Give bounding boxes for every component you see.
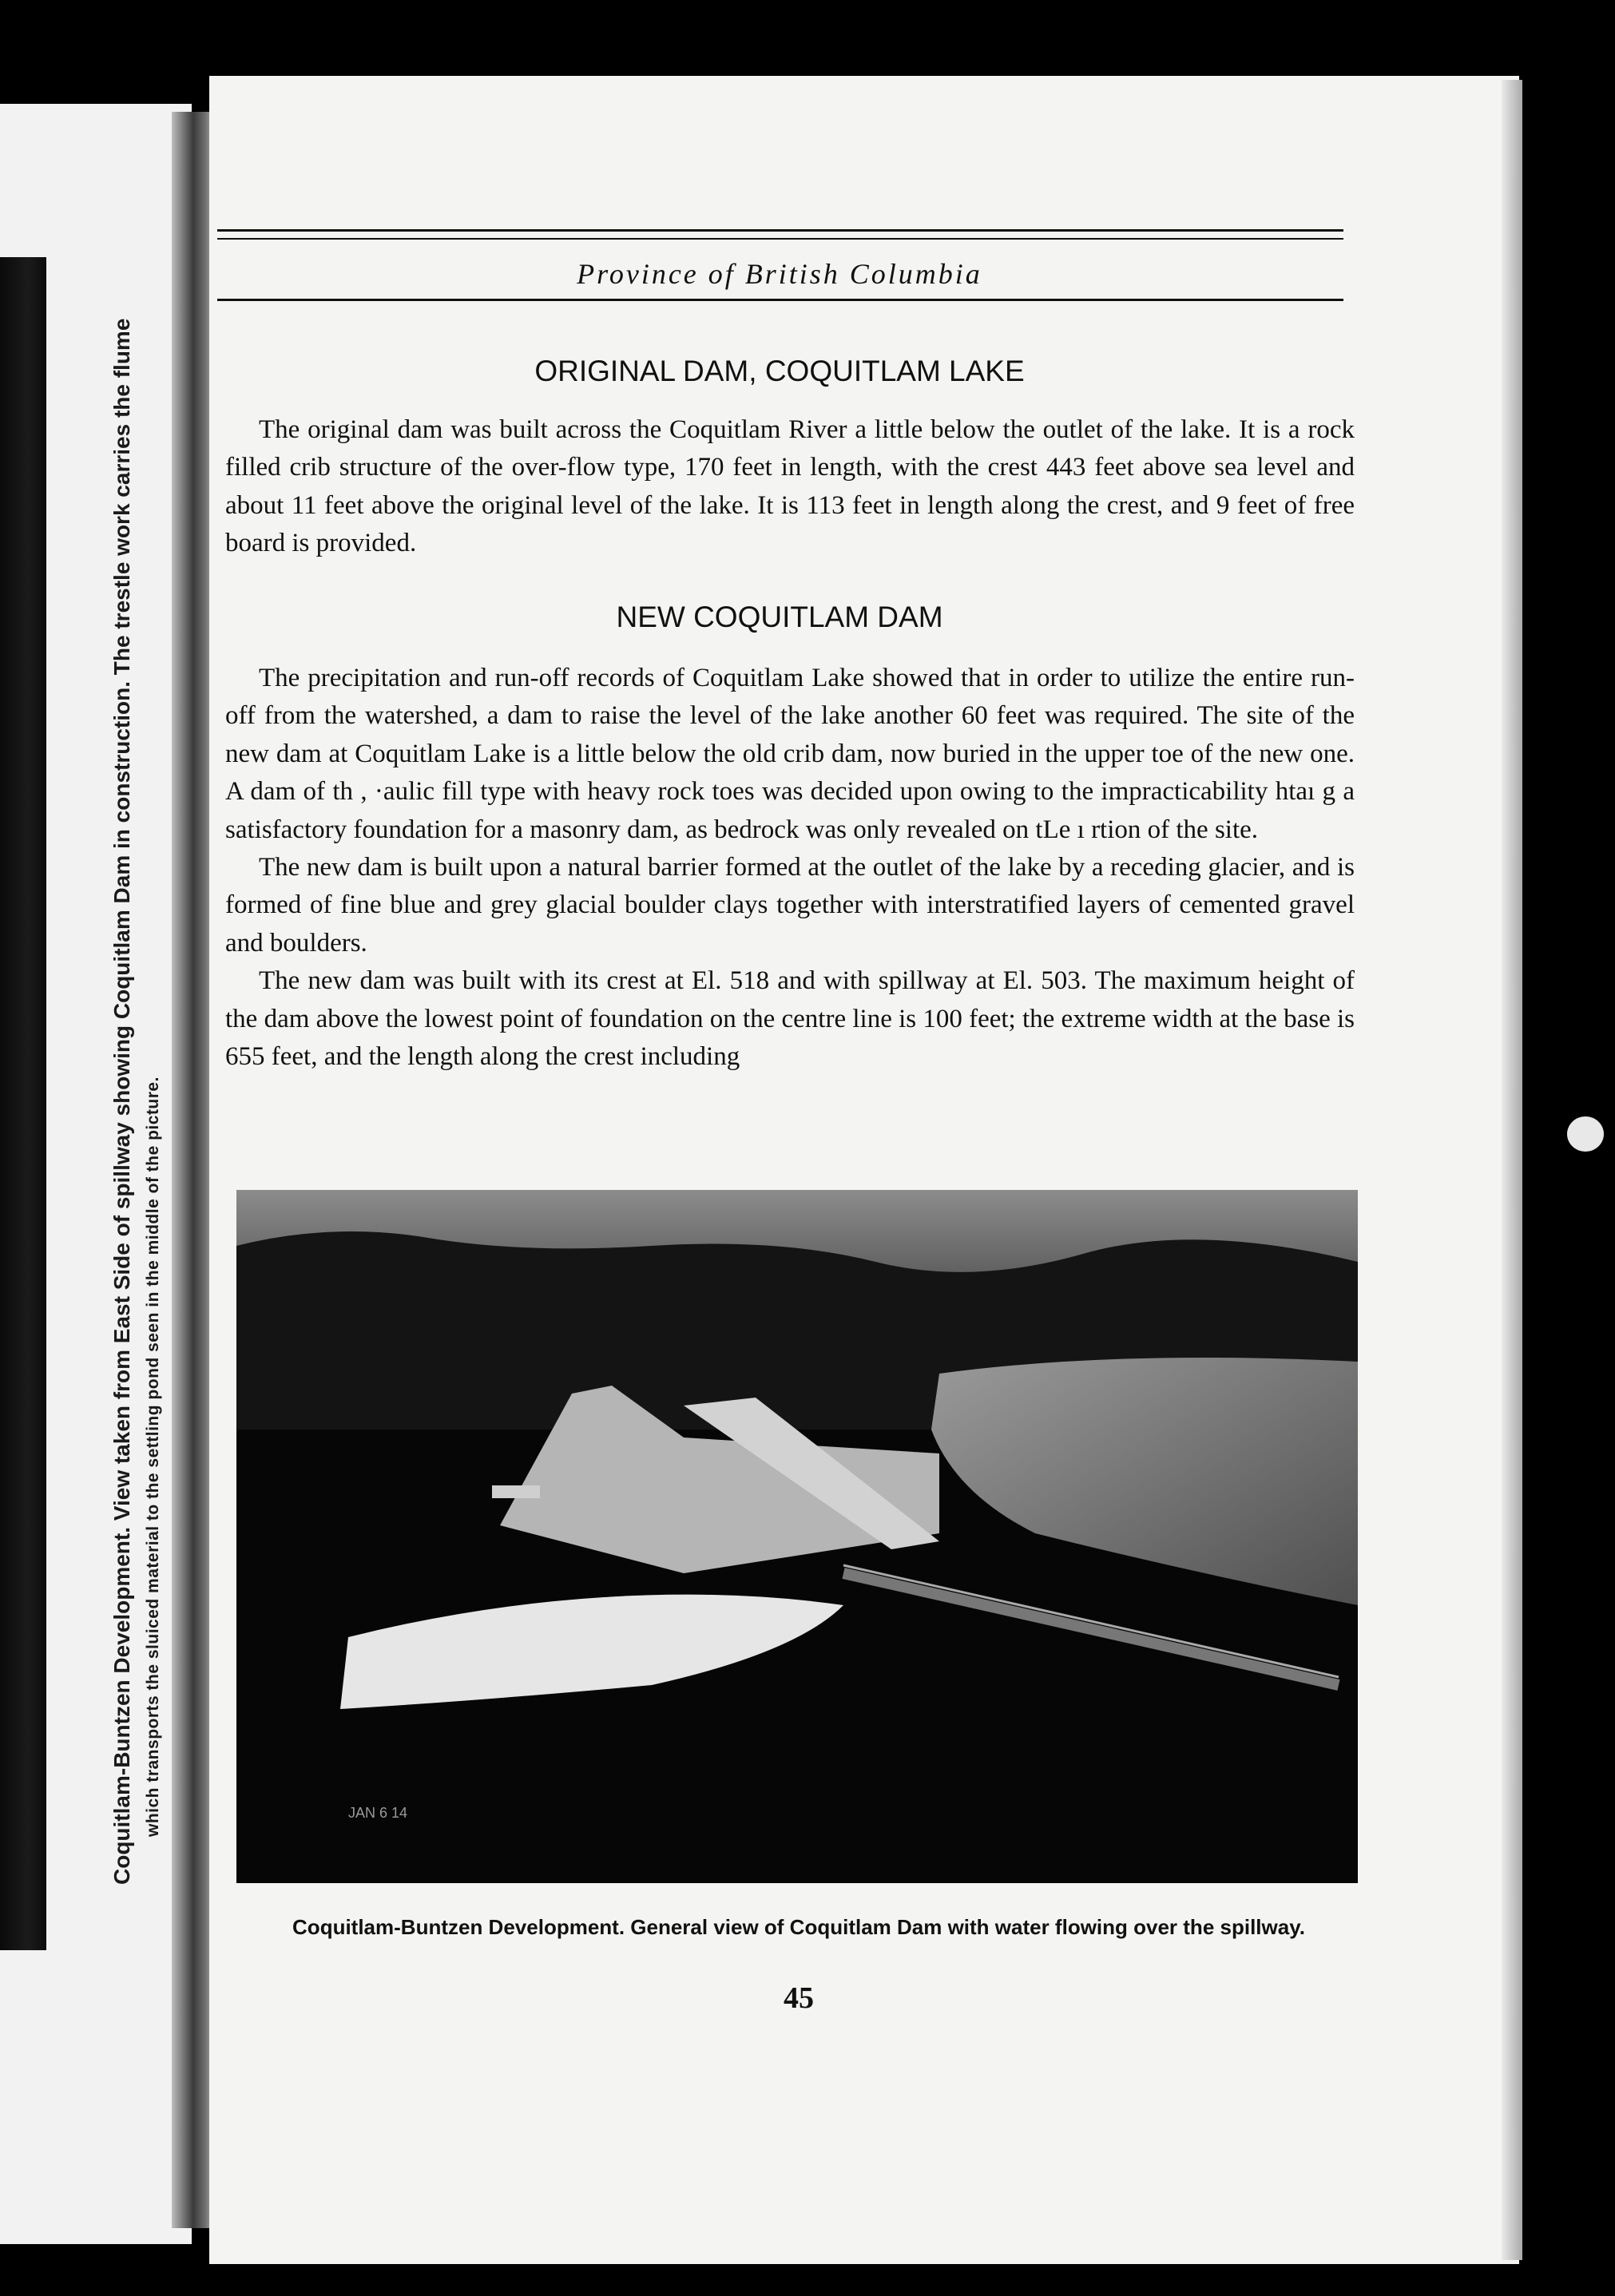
photo-inscription: JAN 6 14 <box>348 1805 408 1821</box>
building <box>492 1485 540 1498</box>
section-body-new-dam <box>225 660 1355 1076</box>
paper-spot <box>1567 1116 1604 1152</box>
photo-caption: Coquitlam-Buntzen Development. General view of Coquitlam Dam with water flowing over the spillway. <box>292 1915 1305 1939</box>
header-rule-top <box>217 229 1343 232</box>
dam-photo-illustration <box>236 1190 1358 1883</box>
dam-photograph <box>236 1190 1358 1883</box>
section-heading-new-dam: NEW COQUITLAM DAM <box>616 601 943 633</box>
paragraph: The precipitation and run-off records of Coquitlam Lake showed that in order to utilize the entire run-off from the watershed, a dam to raise the level of the lake another 60 feet was required. The site of the new dam at Coquitlam Lake is a little below the old crib dam, now buried in the upper toe of the new one. A dam of th , ·aulic fill type with heavy rock toes was decided upon owing to the impracticability htaı g a satisfactory foundation for a masonry dam, as bedrock was only revealed on tLe ı rtion of the site. <box>225 664 1355 844</box>
section-heading-original-dam: ORIGINAL DAM, COQUITLAM LAKE <box>534 355 1025 387</box>
page-edge <box>1502 80 1522 2260</box>
paragraph: The new dam was built with its crest at El. 518 and with spillway at El. 503. The maximum height of the dam above the lowest point of foundation on the centre line is 100 feet; the extreme width at the base is 655 feet, and the length along the crest including <box>225 966 1355 1072</box>
paragraph: The new dam is built upon a natural barrier formed at the outlet of the lake by a receding glacier, and is formed of fine blue and grey glacial boulder clays together with interstratified layers of cemented gravel and boulders. <box>225 853 1355 958</box>
left-caption-line-2: which transports the sluiced material to the settling pond seen in the middle of the picture. <box>144 1077 162 1837</box>
page-number: 45 <box>784 1981 814 2015</box>
left-page-photo <box>0 257 46 1950</box>
section-body-original-dam <box>225 411 1355 563</box>
running-head: Province of British Columbia <box>577 258 982 290</box>
header-rule-bottom <box>217 299 1343 301</box>
left-page-caption <box>102 287 165 1885</box>
left-caption-line-1: Coquitlam-Buntzen Development. View taken from East Side of spillway showing Coquitlam Dam in construction. The trestle work carries the flume <box>109 318 134 1885</box>
paragraph: The original dam was built across the Coquitlam River a little below the outlet of the lake. It is a rock filled crib structure of the over-flow type, 170 feet in length, with the crest 443 feet above sea level and about 11 feet above the original level of the lake. It is 113 feet in length along the crest, and 9 feet of free board is provided. <box>225 415 1355 558</box>
header-rule-top-thin <box>217 238 1343 240</box>
